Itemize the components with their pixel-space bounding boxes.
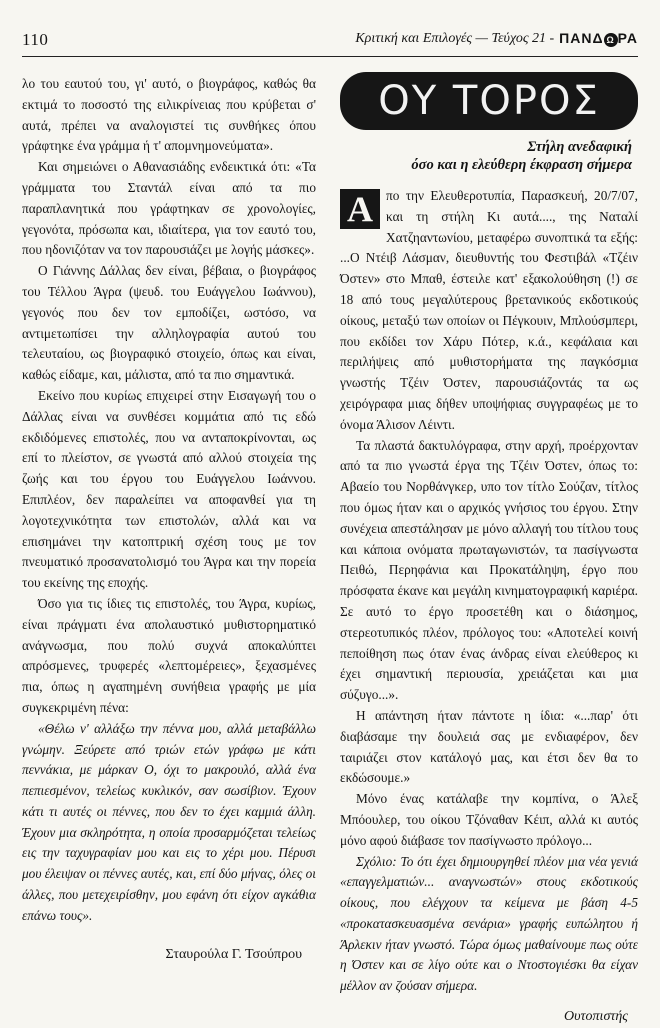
column-subtitle (340, 138, 638, 174)
right-paragraph-3: Η απάντηση ήταν πάντοτε η ίδια: «...παρ' ότι διαβάσαμε την δουλειά σας με ενδιαφέρον, δεν ταιριάζει στον κατάλογό μας, και έτσι δεν θα το εκδώσουμε.» (340, 707, 638, 786)
left-paragraph-4: Εκείνο που κυρίως επιχειρεί στην Εισαγωγή του ο Δάλλας είναι να συνθέσει κομμάτια από τις εδώ εκδιδόμενες επιστολές, που να ανταποκρίνονται, ως επί το πλείστον, σε γνωστά από αλλού στοιχεία της ζωής και του έργου του Ευάγγελου Ιωάννου. Επιπλέον, δεν παραλείπει να αποφανθεί για τη λογοτεχνικότητα των επιστολών, αλλά και να επισημάνει την κατοπτρική σχέση τους με τον πνευματικό προσανατολισμό του Άγρα και την πορεία του εκείνης της εποχής. (22, 387, 316, 591)
brand-prefix: ΠΑΝΔ (559, 30, 604, 46)
left-paragraph-3: Ο Γιάννης Δάλλας δεν είναι, βέβαια, ο βιογράφος του Τέλλου Άγρα (ψευδ. του Ευάγγελου Ιωάννου), γεγονός που δεν τον εμποδίζει, ωστόσο, να αντιμετωπίσει την αλληλογραφία αυτού του τελευταίου, ως βιογραφικό στοιχείο, όπως και είναι, καθώς είδαμε, και, μάλιστα, από τα πιο σημαντικά. (22, 263, 316, 383)
drop-cap: Α (340, 189, 380, 229)
right-column (340, 72, 638, 1028)
left-paragraph-2: Και σημειώνει ο Αθανασιάδης ενδεικτικά ότι: «Τα γράμματα του Σταντάλ είναι από τα πιο παραπλανητικά που γράφτηκαν σε χρονολογίες, γεγονότα, πρόσωπα και, ιδιαίτερα, για τον εαυτό του, που ηδονιζόταν να τον παρουσιάζει με λογής μάσκες». (22, 159, 316, 258)
right-paragraph-4: Μόνο ένας κατάλαβε την κομπίνα, ο Άλεξ Μπόουλερ, του οίκου Τζόναθαν Κέιπ, αλλά κι αυτός μόνο αφού διάβασε τον πασίγνωστο πρόλογο... (340, 791, 638, 848)
right-paragraph-2: Τα πλαστά δακτυλόγραφα, στην αρχή, προέρχονταν από τα πιο γνωστά έργα της Τζέιν Όστεν, όπως το: Αβαείο του Νορθάνγκερ, υπο τον τίτλο Σούζαν, τίτλος που όμως ήταν και ο αρχικός γνήσιος του έργου. Στην συνέχεια απεστάλησαν με μόνο αλλαγή του τίτλου τους και κάποια ονόματα πρωταγωνιστών, τα πασίγνωστα Πειθώ, Περηφάνια και Προκατάληψη, έργο που πρόσφατα έκανε και μεγάλη κινηματογραφική καριέρα. Σε αυτό το έργο προσετέθη και ο διάσημος, στερεοτυπικός πλέον, πρόλογος του: «Αποτελεί κοινή πεποίθηση πως όταν ένας άνδρας είναι ελεύθερος κι έχει σημαντική περιουσία, χρειάζεται και μια σύζυγο...». (340, 437, 638, 703)
running-header (355, 30, 638, 47)
author-signature: Σταυρούλα Γ. Τσούπρου (165, 946, 302, 962)
column-signature: Ουτοπιστής (564, 1009, 628, 1025)
column-banner: ΟΥ ΤΟΡΟΣ (340, 72, 638, 130)
left-column (22, 74, 316, 965)
right-paragraph-1: πο την Ελευθεροτυπία, Παρασκευή, 20/7/07, και τη στήλη Κι αυτά...., της Ναταλί Χατζηαντωνίου, μεταφέρω συνοπτικά τα εξής: ...Ο Ντέιβ Λάσμαν, διευθυντής του Φεστιβάλ «Τζέιν Όστεν» στο Μπαθ, έστειλε κατ' εξακολούθηση (!) σε 18 από τους μεγαλύτερους βρετανικούς εκδοτικούς οίκους, μεταξύ των οποίων οι Πέγκουιν, Μπλούσμπερι, που εκδίδει τον Χάρυ Πότερ, κ.ά., κεφάλαια και περιλήψεις από μυθιστορήματα της παγκόσμια γνωστής Τζέιν Όστεν, παρουσιάζοντάς τα ως χειρόγραφα μιας δήθεν υποψήφιας συγγραφέως με το όνομα Άλισον Λέιντι. (340, 188, 638, 432)
left-paragraph-5: Όσο για τις ίδιες τις επιστολές, του Άγρα, κυρίως, είναι πράγματι ένα απολαυστικό μυθιστορηματικό ανάγνωσμα, που πολύ συχνά αποκαλύπτει απρόσμενες, τρυφερές «λεπτομέρειες», ξεχασμένες πια, όπως η αγαπημένη συνήθεια γραφής με μία συγκεκριμένη πένα: (22, 595, 316, 715)
brand-suffix: ΡΑ (617, 30, 638, 46)
column-subtitle-line-1: Στήλη ανεδαφική (527, 139, 632, 155)
left-paragraph-1: λο του εαυτού του, γι' αυτό, ο βιογράφος, καθώς θα εκτιμά το ποσοστό της ειλικρίνειας που κρύβεται σ' αυτά, πρέπει να αναλογιστεί τις συνθήκες όπου γράφτηκε ένα γράμμα ή τ' απομνημονεύματα». (22, 76, 316, 154)
header-rule (22, 56, 638, 57)
page-number: 110 (22, 30, 49, 49)
left-quote: «Θέλω ν' αλλάξω την πέννα μου, αλλά μεταβάλλω γνώμην. Ξεύρετε από τριών ετών γράφω με κάτι πεννάκια, με μάρκαν Ο, όχι το μακρουλό, αλλά ένα πεπιεσμένον, τελείως κυκλικόν, σαν σωσίβιον. Έχουν κάτι τι αυτές οι πέννες, που δεν το έχει καμμιά άλλη. Έχουν μια σκληρότητα, η οποία προσαρμόζεται τελείως εις την ταχυγραφίαν μου και εις το χέρι μου. Πέρυσι μου έλειψαν οι πέννες αυτές, και, επί δύο μήνας, όλες οι άλλες, που μετεχειρίσθην, μου εφάνη ότι είχον αγκάθια επάνω τους». (22, 720, 316, 923)
brand-logo-icon: Ω (604, 33, 618, 47)
running-title: Κριτική και Επιλογές — Τεύχος 21 - (355, 30, 555, 46)
comment-note: Σχόλιο: Το ότι έχει δημιουργηθεί πλέον μια νέα γενιά «επαγγελματιών... αναγνωστών» στους εκδοτικούς οίκους, που ελέγχουν τα κείμενα με βάση 4-5 «προκατασκευασμένα σενάρια» γραφής ευπώλητου ή Άρλεκιν ήταν γνωστό. Τώρα όμως μαθαίνουμε πως ούτε η Όστεν και σε λίγο ούτε και ο Ντοστογιέσκι θα είχαν μέλλον αν ζούσαν σήμερα. (340, 853, 638, 994)
magazine-brand (559, 30, 638, 47)
column-subtitle-line-2: όσο και η ελεύθερη έκφραση σήμερα (411, 157, 632, 173)
